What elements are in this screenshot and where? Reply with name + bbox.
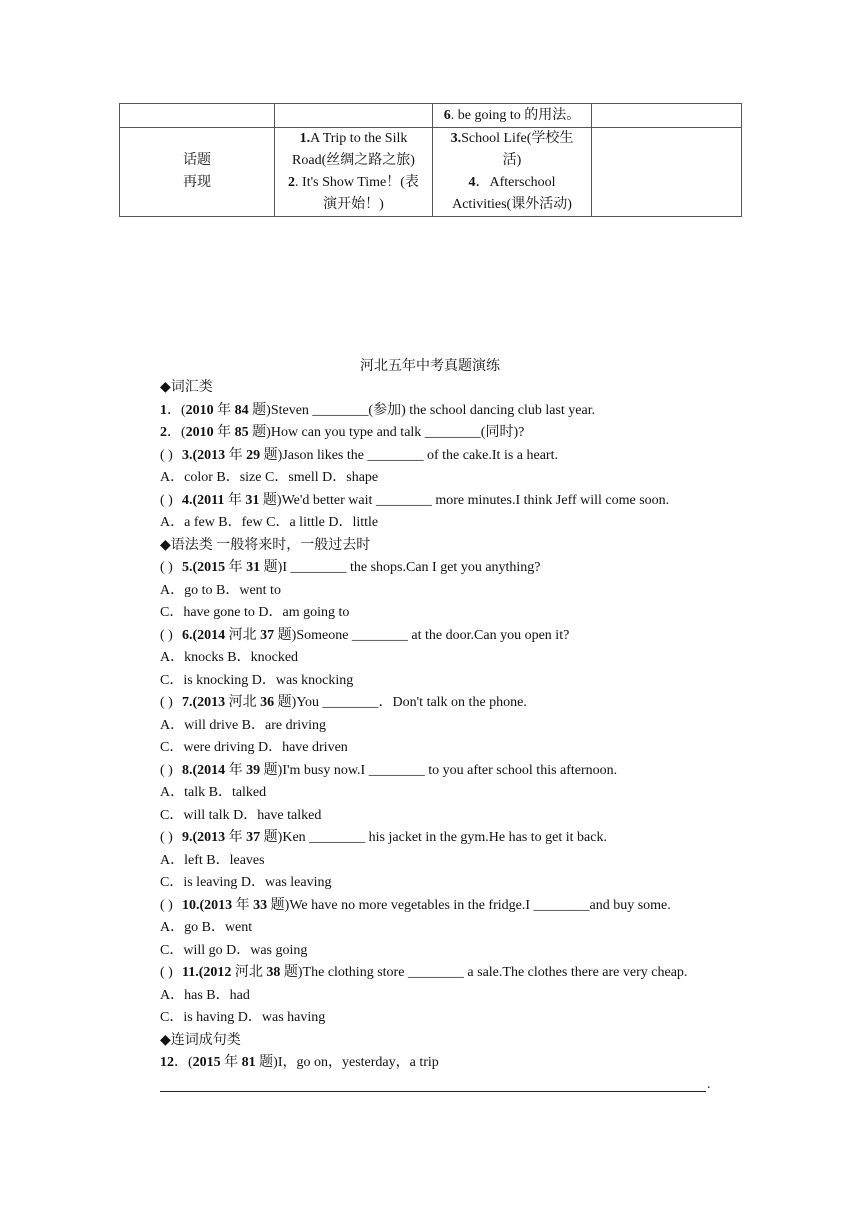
options: C．is having D．was having	[160, 1010, 326, 1025]
question-1: 1．(2010 年 84 题)Steven ________(参加) the school dancing club last year.	[160, 402, 596, 418]
question-12: 12．(2015 年 81 题)I，go on，yesterday，a trip	[160, 1055, 439, 1070]
topic-table	[119, 103, 742, 217]
options: A．left B．leaves	[160, 852, 265, 868]
options: A．knocks B．knocked	[160, 650, 299, 665]
options: A．talk B．talked	[160, 785, 267, 800]
question-3: ( ) 3.(2013 年 29 题)Jason likes the ________ of the cake.It is a heart.	[160, 447, 558, 463]
question-7: ( ) 7.(2013 河北 36 题)You ________．Don't talk on the phone.	[160, 695, 527, 710]
options: A．go B．went	[160, 920, 253, 935]
options: C．will talk D．have talked	[160, 807, 322, 823]
question-8: ( ) 8.(2014 年 39 题)I'm busy now.I ________ to you after school this afternoon.	[160, 762, 618, 778]
question-9: ( ) 9.(2013 年 37 题)Ken ________ his jacket in the gym.He has to get it back.	[160, 830, 607, 845]
options: A．a few B．few C．a little D．little	[160, 515, 379, 530]
topic-cell: 3.School Life(学校生 活) 4．Afterschool Activities(课外活动)	[433, 128, 592, 217]
question-4: ( ) 4.(2011 年 31 题)We'd better wait ________ more minutes.I think Jeff will come soon.	[160, 492, 670, 508]
table-cell: 6. be going to 的用法。	[433, 104, 592, 128]
options: A．color B．size C．smell D．shape	[160, 470, 379, 485]
table-row	[120, 104, 742, 128]
table-row	[120, 128, 742, 217]
table-cell	[592, 104, 742, 128]
table-cell	[275, 104, 433, 128]
options: A．go to B．went to	[160, 582, 281, 598]
options: A．will drive B．are driving	[160, 717, 327, 733]
table-cell	[592, 128, 742, 217]
exercise-list	[160, 377, 750, 1097]
options: C．have gone to D．am going to	[160, 605, 350, 620]
topic-label-cell: 话题 再现	[120, 128, 275, 217]
question-2: 2．(2010 年 85 题)How can you type and talk ________(同时)?	[160, 425, 525, 440]
page-title: 河北五年中考真题演练	[360, 359, 500, 374]
answer-rule	[160, 1091, 706, 1092]
question-6: ( ) 6.(2014 河北 37 题)Someone ________ at the door.Can you open it?	[160, 627, 570, 643]
answer-end-mark: .	[707, 1076, 711, 1092]
options: C．will go D．was going	[160, 942, 308, 958]
question-5: ( ) 5.(2015 年 31 题)I ________ the shops.Can I get you anything?	[160, 560, 541, 575]
answer-line[interactable]	[160, 1075, 750, 1098]
options: C．were driving D．have driven	[160, 740, 348, 755]
options: C．is leaving D．was leaving	[160, 875, 332, 890]
section-heading: ◆词汇类	[160, 380, 213, 395]
section-heading: ◆语法类 一般将来时，一般过去时	[160, 537, 371, 553]
question-11: ( ) 11.(2012 河北 38 题)The clothing store ________ a sale.The clothes there are very cheap.	[160, 965, 688, 980]
question-10: ( ) 10.(2013 年 33 题)We have no more vegetables in the fridge.I ________and buy some.	[160, 897, 671, 913]
topic-cell: 1.A Trip to the Silk Road(丝绸之路之旅) 2. It's Show Time！(表 演开始！)	[275, 128, 433, 217]
table-cell	[120, 104, 275, 128]
options: A．has B．had	[160, 987, 250, 1003]
section-heading: ◆连词成句类	[160, 1032, 241, 1048]
options: C．is knocking D．was knocking	[160, 672, 354, 688]
